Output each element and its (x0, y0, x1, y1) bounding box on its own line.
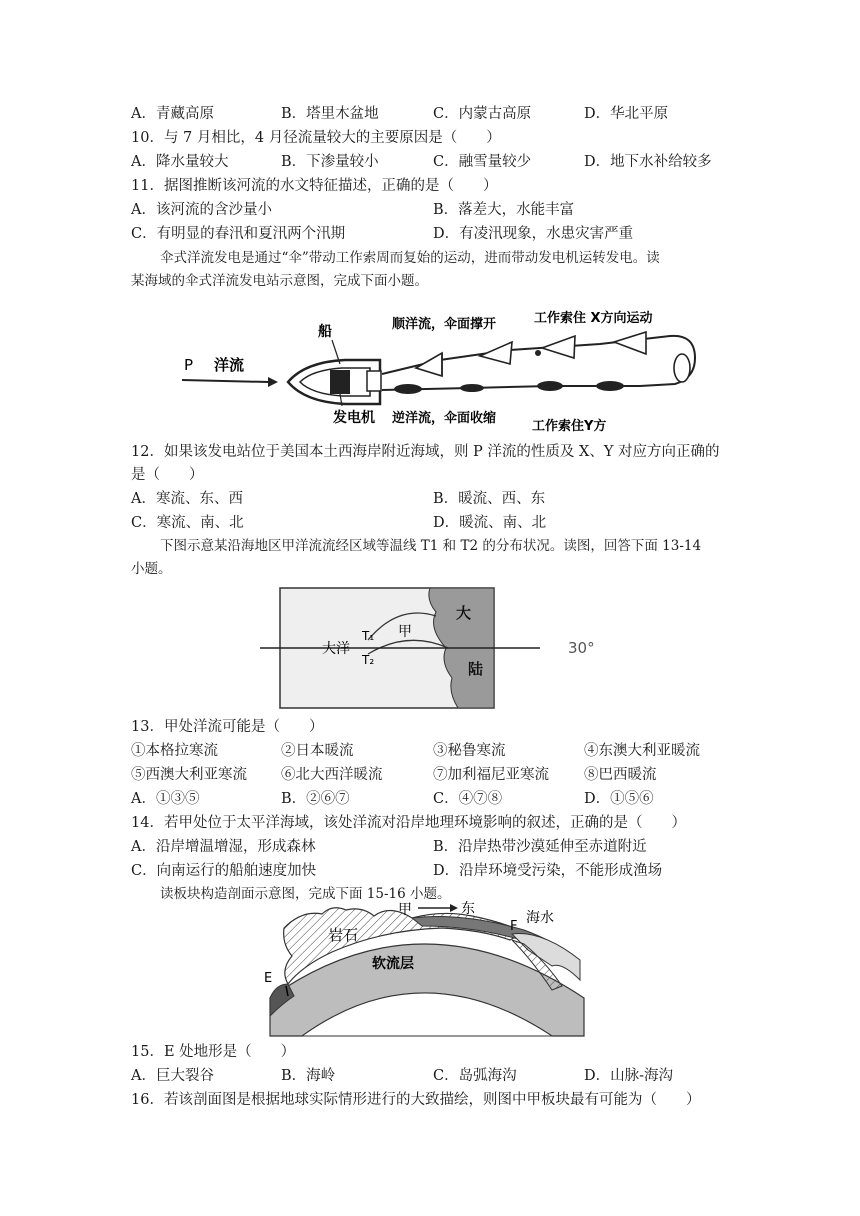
cable-x-label: 工作索住 X方向运动 (534, 311, 653, 326)
q15-option-c: C．岛弧海沟 (433, 1068, 517, 1084)
q12-stem-line2: 是（ ） (131, 467, 204, 483)
downstream-label: 顺洋流，伞面撑开 (392, 317, 497, 332)
q13-item-1: ①本格拉寒流 (131, 743, 218, 759)
ship-label: 船 (318, 324, 332, 340)
current-label: 洋流 (214, 356, 245, 374)
intro-plate-line1: 读板块构造剖面示意图，完成下面 15-16 小题。 (160, 886, 451, 902)
q10-stem: 10．与 7 月相比，4 月径流量较大的主要原因是（ ） (131, 130, 501, 146)
continent-label-2: 陆 (468, 660, 484, 678)
q10-option-d: D．地下水补给较多 (584, 154, 712, 170)
t1-label: T₁ (362, 629, 375, 643)
q15-option-d: D．山脉-海沟 (584, 1068, 674, 1084)
q13-item-6: ⑥北大西洋暖流 (281, 767, 383, 783)
q12-option-a: A．寒流、东、西 (131, 491, 243, 507)
q13-item-8: ⑧巴西暖流 (584, 767, 657, 783)
east-label: 东 (461, 901, 475, 917)
q13-option-b: B．②⑥⑦ (281, 791, 350, 807)
umbrella-power-station-figure (170, 298, 715, 433)
q11-option-b: B．落差大，水能丰富 (433, 202, 575, 218)
seawater-label: 海水 (526, 910, 554, 926)
ocean-label: 大洋 (322, 641, 350, 657)
q11-option-d: D．有凌汛现象，水患灾害严重 (433, 226, 634, 242)
q9-option-a: A．青藏高原 (131, 106, 214, 122)
rock-label: 岩石 (328, 926, 359, 944)
q12-stem-line1: 12．如果该发电站位于美国本土西海岸附近海域，则 P 洋流的性质及 X、Y 对应方向正确的 (131, 444, 720, 460)
jia-label: 甲 (398, 624, 412, 640)
intro-isotherm-line1: 下图示意某沿海地区甲洋流流经区域等温线 T1 和 T2 的分布状况。读图，回答下面 13-14 (160, 538, 702, 554)
q11-option-a: A．该河流的含沙量小 (131, 202, 272, 218)
q13-item-3: ③秘鲁寒流 (433, 743, 506, 759)
e-label: E (264, 971, 273, 986)
q12-option-c: C．寒流、南、北 (131, 515, 244, 531)
q14-option-c: C．向南运行的船舶速度加快 (131, 863, 317, 879)
q13-item-7: ⑦加利福尼亚寒流 (433, 767, 549, 783)
q15-stem: 15．E 处地形是（ ） (131, 1044, 296, 1060)
q13-item-4: ④东澳大利亚暖流 (584, 743, 700, 759)
q13-option-c: C．④⑦⑧ (433, 791, 503, 807)
q16-stem: 16．若该剖面图是根据地球实际情形进行的大致描绘，则图中甲板块最有可能为（ ） (131, 1092, 701, 1108)
q13-item-2: ②日本暖流 (281, 743, 354, 759)
plate-section-figure (262, 900, 592, 1040)
q10-option-b: B．下渗量较小 (281, 154, 379, 170)
f-label: F (510, 919, 518, 934)
generator-label: 发电机 (333, 410, 375, 426)
q14-option-a: A．沿岸增温增湿，形成森林 (131, 839, 316, 855)
intro-isotherm-line2: 小题。 (131, 561, 172, 577)
q15-option-a: A．巨大裂谷 (131, 1068, 214, 1084)
upstream-label: 逆洋流，伞面收缩 (392, 411, 497, 426)
q12-option-b: B．暖流、西、东 (433, 491, 546, 507)
intro-umbrella-line2: 某海域的伞式洋流发电站示意图，完成下面小题。 (131, 273, 428, 289)
q14-option-b: B．沿岸热带沙漠延伸至赤道附近 (433, 839, 647, 855)
cable-y-label: 工作索住Y方 (532, 419, 607, 433)
p-label: P (184, 356, 194, 374)
q11-stem: 11．据图推断该河流的水文特征描述，正确的是（ ） (131, 178, 498, 194)
asthenosphere-label: 软流层 (372, 956, 414, 972)
q9-option-b: B．塔里木盆地 (281, 106, 379, 122)
jia-plate-label: 甲 (398, 902, 412, 918)
isotherm-figure (258, 582, 608, 712)
latitude-label: 30° (568, 639, 595, 657)
q10-option-a: A．降水量较大 (131, 154, 229, 170)
q9-option-c: C．内蒙古高原 (433, 106, 532, 122)
q11-option-c: C．有明显的春汛和夏汛两个汛期 (131, 226, 346, 242)
intro-umbrella-line1: 伞式洋流发电是通过“伞”带动工作索周而复始的运动，进而带动发电机运转发电。读 (160, 250, 660, 266)
q13-option-d: D．①⑤⑥ (584, 791, 654, 807)
q10-option-c: C．融雪量较少 (433, 154, 532, 170)
q13-item-5: ⑤西澳大利亚寒流 (131, 767, 247, 783)
q15-option-b: B．海岭 (281, 1068, 336, 1084)
q13-stem: 13．甲处洋流可能是（ ） (131, 719, 324, 735)
q12-option-d: D．暖流、南、北 (433, 515, 547, 531)
continent-label-1: 大 (456, 604, 472, 622)
q14-option-d: D．沿岸环境受污染，不能形成渔场 (433, 863, 663, 879)
t2-label: T₂ (362, 653, 375, 667)
q14-stem: 14．若甲处位于太平洋海域，该处洋流对沿岸地理环境影响的叙述，正确的是（ ） (131, 815, 686, 831)
q13-option-a: A．①③⑤ (131, 791, 200, 807)
q9-option-d: D．华北平原 (584, 106, 669, 122)
